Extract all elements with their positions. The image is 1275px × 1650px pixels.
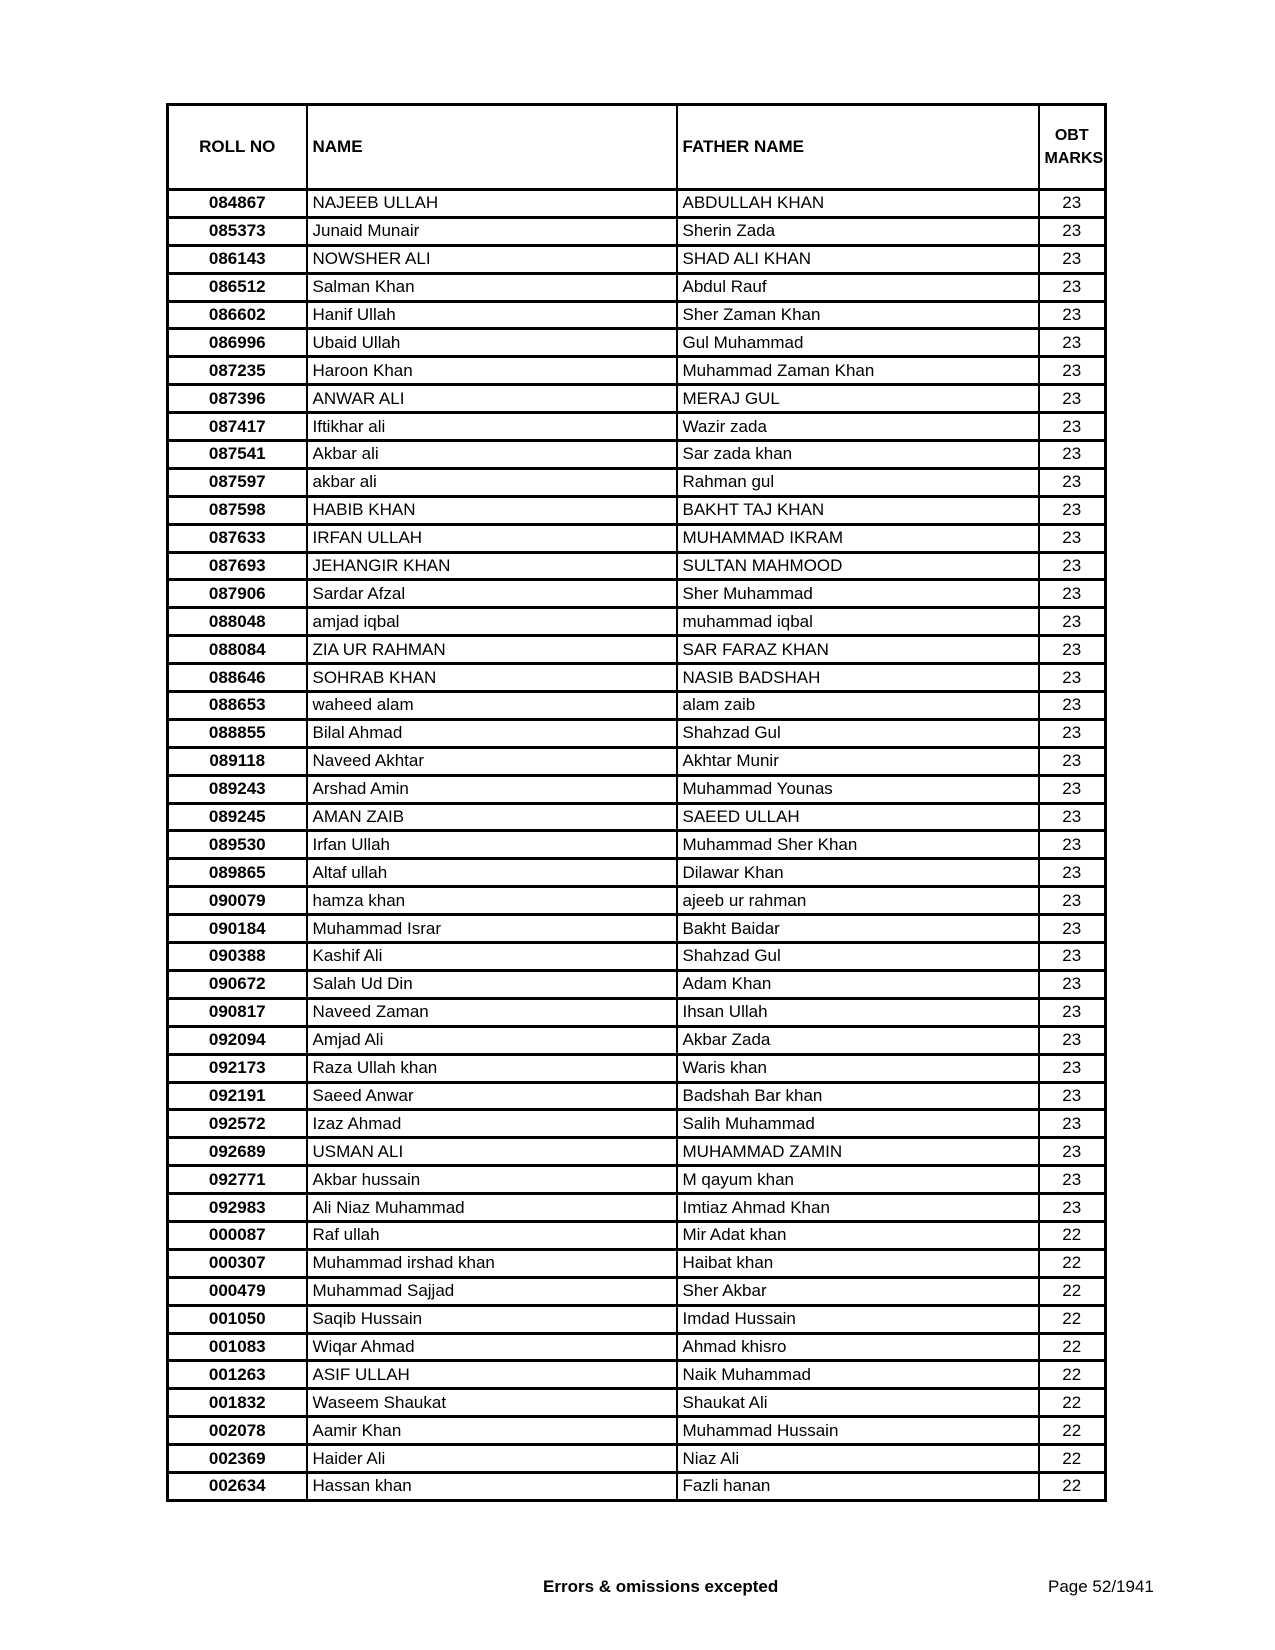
roll-no-cell: 088048 <box>168 608 307 636</box>
father-name-cell: Muhammad Younas <box>677 775 1039 803</box>
roll-no-cell: 002078 <box>168 1417 307 1445</box>
name-cell: Hassan khan <box>307 1472 677 1500</box>
table-row <box>168 441 1106 469</box>
father-name-cell: Sher Muhammad <box>677 580 1039 608</box>
name-cell: AMAN ZAIB <box>307 803 677 831</box>
name-cell: ANWAR ALI <box>307 385 677 413</box>
name-cell: Raza Ullah khan <box>307 1054 677 1082</box>
name-cell: Amjad Ali <box>307 1026 677 1054</box>
father-name-cell: Ahmad khisro <box>677 1333 1039 1361</box>
roll-no-cell: 001832 <box>168 1389 307 1417</box>
father-name-cell: SAEED ULLAH <box>677 803 1039 831</box>
obt-marks-cell: 23 <box>1039 1082 1106 1110</box>
obt-marks-cell: 23 <box>1039 329 1106 357</box>
name-cell: Saqib Hussain <box>307 1305 677 1333</box>
name-cell: Akbar ali <box>307 441 677 469</box>
father-name-cell: Akhtar Munir <box>677 747 1039 775</box>
father-name-cell: Shahzad Gul <box>677 943 1039 971</box>
father-name-cell: Waris khan <box>677 1054 1039 1082</box>
obt-marks-cell: 23 <box>1039 719 1106 747</box>
roll-no-cell: 092983 <box>168 1194 307 1222</box>
father-name-cell: SAR FARAZ KHAN <box>677 636 1039 664</box>
table-row <box>168 1249 1106 1277</box>
obt-marks-cell: 23 <box>1039 496 1106 524</box>
table-row <box>168 775 1106 803</box>
roll-no-cell: 090388 <box>168 943 307 971</box>
table-row <box>168 692 1106 720</box>
table-row <box>168 1138 1106 1166</box>
father-name-cell: ajeeb ur rahman <box>677 887 1039 915</box>
roll-no-cell: 086602 <box>168 301 307 329</box>
obt-marks-cell: 23 <box>1039 413 1106 441</box>
name-cell: Salah Ud Din <box>307 970 677 998</box>
name-cell: waheed alam <box>307 692 677 720</box>
obt-marks-cell: 22 <box>1039 1472 1106 1500</box>
name-cell: Haroon Khan <box>307 357 677 385</box>
father-name-cell: Adam Khan <box>677 970 1039 998</box>
name-cell: Kashif Ali <box>307 943 677 971</box>
father-name-cell: Imdad Hussain <box>677 1305 1039 1333</box>
table-row <box>168 273 1106 301</box>
obt-marks-cell: 22 <box>1039 1389 1106 1417</box>
table-row <box>168 1194 1106 1222</box>
obt-marks-cell: 23 <box>1039 831 1106 859</box>
father-name-cell: Muhammad Zaman Khan <box>677 357 1039 385</box>
roll-no-cell: 089245 <box>168 803 307 831</box>
name-cell: Naveed Akhtar <box>307 747 677 775</box>
obt-marks-cell: 22 <box>1039 1277 1106 1305</box>
table-row <box>168 245 1106 273</box>
obt-marks-cell: 23 <box>1039 245 1106 273</box>
father-name-cell: Abdul Rauf <box>677 273 1039 301</box>
table-row <box>168 636 1106 664</box>
roll-no-cell: 090672 <box>168 970 307 998</box>
roll-no-cell: 086996 <box>168 329 307 357</box>
roll-no-cell: 084867 <box>168 190 307 218</box>
father-name-cell: Fazli hanan <box>677 1472 1039 1500</box>
father-name-cell: Haibat khan <box>677 1249 1039 1277</box>
roll-no-cell: 002634 <box>168 1472 307 1500</box>
name-cell: Muhammad Sajjad <box>307 1277 677 1305</box>
father-name-cell: M qayum khan <box>677 1166 1039 1194</box>
obt-marks-cell: 23 <box>1039 1026 1106 1054</box>
obt-marks-cell: 23 <box>1039 747 1106 775</box>
roll-no-cell: 092191 <box>168 1082 307 1110</box>
father-name-cell: Gul Muhammad <box>677 329 1039 357</box>
name-cell: JEHANGIR KHAN <box>307 552 677 580</box>
obt-marks-cell: 23 <box>1039 970 1106 998</box>
table-row <box>168 1417 1106 1445</box>
name-cell: Irfan Ullah <box>307 831 677 859</box>
obt-marks-cell: 23 <box>1039 441 1106 469</box>
table-row <box>168 608 1106 636</box>
table-row <box>168 190 1106 218</box>
obt-marks-cell: 23 <box>1039 1138 1106 1166</box>
obt-marks-cell: 22 <box>1039 1249 1106 1277</box>
obt-marks-cell: 23 <box>1039 1166 1106 1194</box>
obt-marks-cell: 23 <box>1039 1194 1106 1222</box>
obt-marks-cell: 23 <box>1039 217 1106 245</box>
name-cell: USMAN ALI <box>307 1138 677 1166</box>
table-row <box>168 831 1106 859</box>
obt-marks-cell: 23 <box>1039 887 1106 915</box>
name-cell: ASIF ULLAH <box>307 1361 677 1389</box>
name-cell: Arshad Amin <box>307 775 677 803</box>
roll-no-cell: 087235 <box>168 357 307 385</box>
table-row <box>168 385 1106 413</box>
name-cell: Ubaid Ullah <box>307 329 677 357</box>
obt-marks-cell: 23 <box>1039 1054 1106 1082</box>
father-name-cell: Imtiaz Ahmad Khan <box>677 1194 1039 1222</box>
obt-marks-cell: 23 <box>1039 915 1106 943</box>
father-name-cell: Sherin Zada <box>677 217 1039 245</box>
name-cell: amjad iqbal <box>307 608 677 636</box>
obt-marks-cell: 23 <box>1039 608 1106 636</box>
roll-no-cell: 092173 <box>168 1054 307 1082</box>
father-name-cell: Ihsan Ullah <box>677 998 1039 1026</box>
name-cell: SOHRAB KHAN <box>307 664 677 692</box>
father-name-cell: Wazir zada <box>677 413 1039 441</box>
father-name-cell: Shahzad Gul <box>677 719 1039 747</box>
table-row <box>168 580 1106 608</box>
name-cell: hamza khan <box>307 887 677 915</box>
obt-marks-cell: 22 <box>1039 1305 1106 1333</box>
obt-marks-cell: 22 <box>1039 1361 1106 1389</box>
father-name-cell: Muhammad Hussain <box>677 1417 1039 1445</box>
obt-marks-cell: 22 <box>1039 1417 1106 1445</box>
name-cell: Muhammad irshad khan <box>307 1249 677 1277</box>
page-footer <box>0 1577 1275 1601</box>
obt-marks-cell: 23 <box>1039 385 1106 413</box>
name-cell: Naveed Zaman <box>307 998 677 1026</box>
table-row <box>168 496 1106 524</box>
name-cell: Bilal Ahmad <box>307 719 677 747</box>
father-name-cell: Sher Akbar <box>677 1277 1039 1305</box>
roll-no-cell: 089118 <box>168 747 307 775</box>
table-row <box>168 1110 1106 1138</box>
table-row <box>168 1472 1106 1500</box>
roll-no-cell: 085373 <box>168 217 307 245</box>
roll-no-cell: 090817 <box>168 998 307 1026</box>
roll-no-cell: 087396 <box>168 385 307 413</box>
roll-no-cell: 086512 <box>168 273 307 301</box>
name-cell: Akbar hussain <box>307 1166 677 1194</box>
roll-no-cell: 089243 <box>168 775 307 803</box>
obt-marks-cell: 22 <box>1039 1445 1106 1473</box>
name-cell: Aamir Khan <box>307 1417 677 1445</box>
table-row <box>168 357 1106 385</box>
father-name-cell: NASIB BADSHAH <box>677 664 1039 692</box>
table-row <box>168 329 1106 357</box>
roll-no-cell: 000479 <box>168 1277 307 1305</box>
roll-no-cell: 089530 <box>168 831 307 859</box>
roll-no-cell: 087693 <box>168 552 307 580</box>
table-row <box>168 1054 1106 1082</box>
table-row <box>168 217 1106 245</box>
obt-marks-cell: 23 <box>1039 636 1106 664</box>
obt-marks-cell: 23 <box>1039 943 1106 971</box>
father-name-cell: Salih Muhammad <box>677 1110 1039 1138</box>
roll-no-cell: 092094 <box>168 1026 307 1054</box>
father-name-cell: MUHAMMAD IKRAM <box>677 524 1039 552</box>
father-name-cell: Bakht Baidar <box>677 915 1039 943</box>
roll-no-cell: 002369 <box>168 1445 307 1473</box>
obt-marks-cell: 23 <box>1039 273 1106 301</box>
table-row <box>168 413 1106 441</box>
header-name: NAME <box>307 105 677 190</box>
results-table <box>166 103 1107 1502</box>
roll-no-cell: 087597 <box>168 468 307 496</box>
roll-no-cell: 087417 <box>168 413 307 441</box>
footer-page-number: Page 52/1941 <box>1048 1577 1154 1596</box>
roll-no-cell: 090184 <box>168 915 307 943</box>
table-row <box>168 1333 1106 1361</box>
father-name-cell: SHAD ALI KHAN <box>677 245 1039 273</box>
father-name-cell: Dilawar Khan <box>677 859 1039 887</box>
father-name-cell: Badshah Bar khan <box>677 1082 1039 1110</box>
roll-no-cell: 090079 <box>168 887 307 915</box>
father-name-cell: Muhammad Sher Khan <box>677 831 1039 859</box>
header-father-name: FATHER NAME <box>677 105 1039 190</box>
table-row <box>168 719 1106 747</box>
father-name-cell: MUHAMMAD ZAMIN <box>677 1138 1039 1166</box>
roll-no-cell: 089865 <box>168 859 307 887</box>
name-cell: Sardar Afzal <box>307 580 677 608</box>
table-row <box>168 664 1106 692</box>
obt-marks-cell: 23 <box>1039 524 1106 552</box>
obt-marks-cell: 23 <box>1039 1110 1106 1138</box>
header-obt-marks: OBT MARKS <box>1039 105 1106 190</box>
table-row <box>168 1166 1106 1194</box>
roll-no-cell: 092771 <box>168 1166 307 1194</box>
father-name-cell: ABDULLAH KHAN <box>677 190 1039 218</box>
name-cell: Salman Khan <box>307 273 677 301</box>
table-row <box>168 1221 1106 1249</box>
table-row <box>168 1361 1106 1389</box>
name-cell: Ali Niaz Muhammad <box>307 1194 677 1222</box>
name-cell: Waseem Shaukat <box>307 1389 677 1417</box>
father-name-cell: Niaz Ali <box>677 1445 1039 1473</box>
obt-marks-cell: 23 <box>1039 357 1106 385</box>
father-name-cell: Sar zada khan <box>677 441 1039 469</box>
roll-no-cell: 088646 <box>168 664 307 692</box>
table-row <box>168 1305 1106 1333</box>
obt-marks-cell: 22 <box>1039 1221 1106 1249</box>
roll-no-cell: 001263 <box>168 1361 307 1389</box>
table-row <box>168 970 1106 998</box>
table-row <box>168 915 1106 943</box>
roll-no-cell: 088653 <box>168 692 307 720</box>
name-cell: IRFAN ULLAH <box>307 524 677 552</box>
obt-marks-cell: 23 <box>1039 190 1106 218</box>
roll-no-cell: 088855 <box>168 719 307 747</box>
roll-no-cell: 087541 <box>168 441 307 469</box>
table-row <box>168 887 1106 915</box>
roll-no-cell: 001050 <box>168 1305 307 1333</box>
name-cell: Saeed Anwar <box>307 1082 677 1110</box>
obt-marks-cell: 23 <box>1039 301 1106 329</box>
father-name-cell: Naik Muhammad <box>677 1361 1039 1389</box>
father-name-cell: Mir Adat khan <box>677 1221 1039 1249</box>
name-cell: Hanif Ullah <box>307 301 677 329</box>
roll-no-cell: 086143 <box>168 245 307 273</box>
father-name-cell: Sher Zaman Khan <box>677 301 1039 329</box>
table-row <box>168 1026 1106 1054</box>
name-cell: Wiqar Ahmad <box>307 1333 677 1361</box>
table-row <box>168 1389 1106 1417</box>
father-name-cell: Rahman gul <box>677 468 1039 496</box>
obt-marks-cell: 23 <box>1039 803 1106 831</box>
obt-marks-cell: 23 <box>1039 664 1106 692</box>
header-roll-no: ROLL NO <box>168 105 307 190</box>
table-row <box>168 998 1106 1026</box>
roll-no-cell: 092572 <box>168 1110 307 1138</box>
table-row <box>168 1082 1106 1110</box>
obt-marks-cell: 23 <box>1039 580 1106 608</box>
obt-marks-cell: 23 <box>1039 692 1106 720</box>
obt-marks-cell: 22 <box>1039 1333 1106 1361</box>
table-row <box>168 747 1106 775</box>
father-name-cell: BAKHT TAJ KHAN <box>677 496 1039 524</box>
table-row <box>168 524 1106 552</box>
table-row <box>168 552 1106 580</box>
roll-no-cell: 092689 <box>168 1138 307 1166</box>
table-row <box>168 803 1106 831</box>
father-name-cell: SULTAN MAHMOOD <box>677 552 1039 580</box>
table-row <box>168 1277 1106 1305</box>
name-cell: akbar ali <box>307 468 677 496</box>
name-cell: Izaz Ahmad <box>307 1110 677 1138</box>
roll-no-cell: 087633 <box>168 524 307 552</box>
father-name-cell: Akbar Zada <box>677 1026 1039 1054</box>
obt-marks-cell: 23 <box>1039 998 1106 1026</box>
name-cell: ZIA UR RAHMAN <box>307 636 677 664</box>
roll-no-cell: 000087 <box>168 1221 307 1249</box>
name-cell: HABIB KHAN <box>307 496 677 524</box>
roll-no-cell: 087906 <box>168 580 307 608</box>
name-cell: Muhammad Israr <box>307 915 677 943</box>
header-row <box>168 105 1106 190</box>
results-table-body <box>168 190 1106 1501</box>
obt-marks-cell: 23 <box>1039 859 1106 887</box>
name-cell: Iftikhar ali <box>307 413 677 441</box>
roll-no-cell: 001083 <box>168 1333 307 1361</box>
father-name-cell: Shaukat Ali <box>677 1389 1039 1417</box>
table-row <box>168 1445 1106 1473</box>
obt-marks-cell: 23 <box>1039 775 1106 803</box>
table-row <box>168 301 1106 329</box>
roll-no-cell: 088084 <box>168 636 307 664</box>
name-cell: NAJEEB ULLAH <box>307 190 677 218</box>
table-row <box>168 943 1106 971</box>
obt-marks-cell: 23 <box>1039 552 1106 580</box>
father-name-cell: muhammad iqbal <box>677 608 1039 636</box>
name-cell: NOWSHER ALI <box>307 245 677 273</box>
roll-no-cell: 087598 <box>168 496 307 524</box>
obt-marks-cell: 23 <box>1039 468 1106 496</box>
name-cell: Altaf ullah <box>307 859 677 887</box>
footer-note: Errors & omissions excepted <box>543 1577 779 1596</box>
roll-no-cell: 000307 <box>168 1249 307 1277</box>
table-row <box>168 468 1106 496</box>
father-name-cell: MERAJ GUL <box>677 385 1039 413</box>
name-cell: Junaid Munair <box>307 217 677 245</box>
name-cell: Raf ullah <box>307 1221 677 1249</box>
name-cell: Haider Ali <box>307 1445 677 1473</box>
father-name-cell: alam zaib <box>677 692 1039 720</box>
table-row <box>168 859 1106 887</box>
